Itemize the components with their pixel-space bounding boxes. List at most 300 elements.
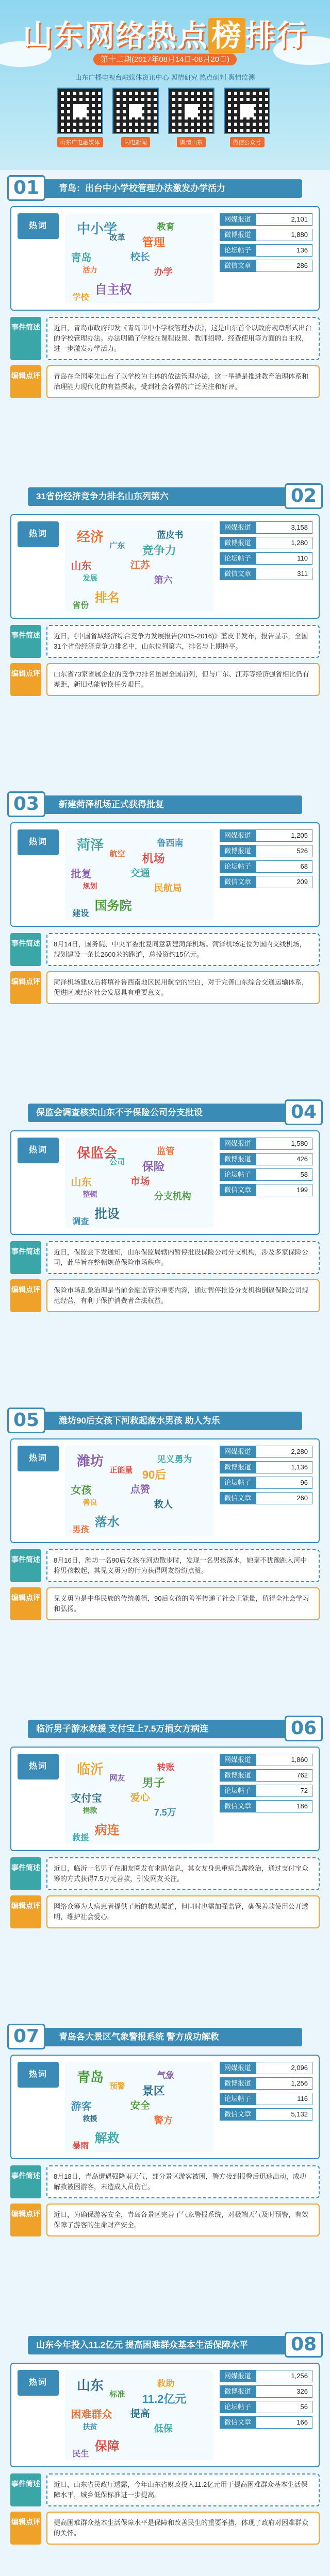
event-summary: [10, 2473, 320, 2506]
hot-word: 山东: [71, 561, 92, 572]
stat-label: 微信文章: [220, 260, 256, 272]
word-cloud: [65, 213, 213, 303]
hot-word: 标准: [109, 2390, 125, 2399]
stat-label: 网媒报道: [220, 829, 256, 842]
stat-value: 3,158: [256, 521, 312, 534]
item-title: 青岛各大景区气象警报系统 警方成功解救: [28, 2028, 302, 2046]
ranking-bar: [7, 2024, 323, 2049]
editor-comment: [10, 1587, 320, 1620]
stat-row: [220, 860, 312, 873]
stat-label: 微信文章: [220, 2416, 256, 2429]
summary-label: 事件简述: [10, 933, 41, 966]
hot-word: 支付宝: [71, 1793, 102, 1804]
stat-row: [220, 845, 312, 857]
stat-value: 286: [256, 260, 312, 272]
summary-label: 事件简述: [10, 1549, 41, 1582]
hot-word: 自主权: [94, 283, 132, 297]
hot-card: [10, 514, 320, 619]
hot-word: 保监会: [77, 1145, 118, 1161]
hot-word: 男孩: [72, 1526, 89, 1534]
hot-word: 省份: [72, 601, 89, 610]
stat-value: 209: [256, 876, 312, 888]
title-highlight: 榜: [208, 18, 245, 53]
event-summary: [10, 1549, 320, 1582]
stat-row: [220, 1769, 312, 1782]
stat-label: 论坛帖子: [220, 552, 256, 565]
stat-label: 网媒报道: [220, 521, 256, 534]
stat-label: 论坛帖子: [220, 1477, 256, 1489]
hot-card: [10, 2055, 320, 2159]
hot-word: 保险: [142, 1160, 165, 1173]
stat-label: 微博报道: [220, 2077, 256, 2090]
stats-table: [220, 521, 312, 583]
stat-value: 1,580: [256, 1138, 312, 1150]
editor-label: 编辑点评: [10, 1279, 41, 1312]
ranking-bar: [7, 1408, 323, 1433]
hot-word: 青岛: [77, 2070, 104, 2085]
stat-label: 微博报道: [220, 1769, 256, 1782]
hot-word: 爱心: [130, 1792, 150, 1803]
stat-value: 1,205: [256, 829, 312, 842]
stat-value: 426: [256, 1153, 312, 1165]
editor-label: 编辑点评: [10, 1587, 41, 1620]
hot-word: 解救: [94, 2131, 120, 2145]
editor-text: 山东省73家省属企业的竞争力排名虽居全国前列，但与广东、江苏等经济强省相比仍有差距，新旧动能转换任务艰巨。: [46, 663, 320, 696]
hot-word: 转账: [157, 1762, 175, 1772]
qr-card[interactable]: [57, 88, 103, 147]
hot-word: 监管: [157, 1146, 175, 1156]
hot-word: 整顿: [82, 1190, 97, 1198]
stat-value: 72: [256, 1785, 312, 1797]
summary-label: 事件简述: [10, 1241, 41, 1274]
stat-label: 网媒报道: [220, 1446, 256, 1458]
summary-label: 事件简述: [10, 1857, 41, 1890]
hot-word: 救助: [157, 2379, 175, 2388]
hot-word: 管理: [142, 236, 165, 249]
hot-word: 广东: [109, 541, 125, 550]
hot-words-label: 热词: [18, 213, 59, 239]
hot-word: 落水: [94, 1515, 120, 1529]
hot-word: 排名: [94, 591, 120, 605]
stat-label: 论坛帖子: [220, 2093, 256, 2105]
stat-value: 1,280: [256, 537, 312, 549]
hot-word: 游客: [71, 2101, 92, 2112]
hot-word: 批复: [71, 869, 92, 880]
hot-word: 活力: [82, 266, 97, 274]
stat-row: [220, 1446, 312, 1458]
word-cloud: [65, 521, 213, 612]
stat-label: 微信文章: [220, 1184, 256, 1196]
hot-word: 预警: [109, 2082, 125, 2091]
ranking-bar: [7, 1099, 323, 1125]
event-summary: [10, 317, 320, 360]
summary-text: 8月18日，青岛遭遇强降雨天气，部分景区游客被困，警方接到报警后迅速出动，成功解救被困游客，未造成人员伤亡。: [46, 2165, 320, 2198]
editor-label: 编辑点评: [10, 663, 41, 696]
issue-text: 第十二期(2017年08月14日-08月20日): [93, 54, 237, 65]
stat-row: [220, 2385, 312, 2398]
editor-text: 提高困难群众基本生活保障水平是保障和改善民生的重要举措，体现了政府对困难群众的关怀。: [46, 2512, 320, 2545]
issue-badge: [0, 54, 330, 64]
rank-number: 03: [7, 791, 45, 817]
qr-code-icon: [168, 88, 214, 134]
hot-words-label: 热词: [18, 1446, 59, 1471]
page-title: [0, 11, 330, 55]
stat-label: 论坛帖子: [220, 2401, 256, 2413]
event-summary: [10, 1241, 320, 1274]
stat-row: [220, 213, 312, 226]
stats-table: [220, 829, 312, 891]
ranking-item: [0, 1099, 330, 1312]
hot-word: 教育: [157, 222, 175, 232]
event-summary: [10, 1857, 320, 1890]
item-title: 青岛：出台中小学校管理办法激发办学活力: [28, 179, 302, 198]
hot-word: 山东: [77, 2378, 104, 2393]
editor-comment: [10, 663, 320, 696]
stat-row: [220, 521, 312, 534]
hot-word: 青岛: [71, 252, 92, 264]
summary-label: 事件简述: [10, 2165, 41, 2198]
stat-value: 56: [256, 2401, 312, 2413]
hot-word: 办学: [154, 267, 173, 277]
editor-comment: [10, 2204, 320, 2236]
hot-word: 安全: [130, 2100, 150, 2111]
qr-code-icon: [112, 88, 159, 134]
hot-word: 景区: [142, 2084, 165, 2097]
hot-word: 国务院: [94, 899, 132, 913]
summary-text: 近日，山东省民政厅透露，今年山东省财政投入11.2亿元用于提高困难群众基本生活保障水平，城乡低保标准进一步提高。: [46, 2473, 320, 2506]
editor-text: 菏泽机场建成后将填补鲁西南地区民用航空的空白，对于完善山东综合交通运输体系，促进区域经济社会发展具有重要意义。: [46, 971, 320, 1004]
stat-row: [220, 537, 312, 549]
hot-word: 救援: [82, 2114, 97, 2123]
hot-word: 7.5万: [154, 1807, 176, 1818]
hot-words-label: 热词: [18, 521, 59, 547]
stat-label: 微信文章: [220, 1800, 256, 1812]
hot-word: 航空: [109, 850, 125, 858]
stat-label: 论坛帖子: [220, 1785, 256, 1797]
hot-word: 批设: [94, 1207, 120, 1221]
ranking-item: [0, 2024, 330, 2236]
event-summary: [10, 2165, 320, 2198]
stat-value: 186: [256, 1800, 312, 1812]
stat-value: 199: [256, 1184, 312, 1196]
hot-word: 学校: [72, 293, 89, 302]
hot-word: 校长: [130, 252, 150, 263]
ranking-bar: [7, 175, 323, 201]
stat-label: 微信文章: [220, 1492, 256, 1504]
hot-word: 机场: [142, 852, 165, 865]
hot-word: 11.2亿元: [142, 2393, 187, 2405]
hot-word: 江苏: [130, 560, 150, 571]
stat-row: [220, 552, 312, 565]
summary-label: 事件简述: [10, 2473, 41, 2506]
hot-word: 气象: [157, 2071, 175, 2080]
stat-value: 762: [256, 1769, 312, 1782]
ranking-bar: [7, 483, 323, 509]
stat-label: 论坛帖子: [220, 860, 256, 873]
hot-card: [10, 2363, 320, 2467]
hot-word: 改革: [109, 233, 125, 242]
summary-text: 8月16日，潍坊一名90后女孩在河边散步时，发现一名男孩落水，她毫不犹豫跳入河中将男孩救起，其见义勇为的行为获得网友纷纷点赞。: [46, 1549, 320, 1582]
editor-comment: [10, 2512, 320, 2545]
editor-text: 见义勇为是中华民族的传统美德，90后女孩的善举传递了社会正能量，值得全社会学习和弘扬。: [46, 1587, 320, 1620]
hot-card: [10, 1130, 320, 1235]
stat-label: 微信文章: [220, 876, 256, 888]
hot-word: 建设: [72, 909, 89, 918]
hot-words-label: 热词: [18, 1138, 59, 1163]
stat-value: 1,256: [256, 2370, 312, 2382]
hot-word: 公司: [109, 1158, 125, 1166]
stat-value: 260: [256, 1492, 312, 1504]
hot-card: [10, 1747, 320, 1851]
hot-word: 正能量: [109, 1466, 133, 1475]
summary-text: 近日，青岛市政府印发《青岛市中小学校管理办法》，这是山东首个以政府规章形式出台的学校管理办法。办法明确了学校在课程设置、教师招聘、经费使用等方面的自主权，进一步激发办学活力。: [46, 317, 320, 360]
hot-word: 经济: [77, 529, 104, 545]
stat-value: 311: [256, 568, 312, 580]
stat-label: 网媒报道: [220, 1754, 256, 1766]
stat-label: 论坛帖子: [220, 244, 256, 257]
stat-label: 微博报道: [220, 229, 256, 241]
stat-value: 1,256: [256, 2077, 312, 2090]
item-title: 临沂男子游水救援 支付宝上7.5万捐女方病连: [28, 1720, 302, 1738]
hot-word: 交通: [130, 868, 150, 879]
editor-text: 保险市场乱象治理是当前金融监管的重要内容，通过暂停批设分支机构倒逼保险公司规范经营，有利于保护消费者合法权益。: [46, 1279, 320, 1312]
editor-label: 编辑点评: [10, 971, 41, 1004]
hot-word: 保障: [94, 2439, 120, 2453]
stat-row: [220, 1800, 312, 1812]
stat-label: 微博报道: [220, 2385, 256, 2398]
stat-row: [220, 1785, 312, 1797]
hot-word: 点赞: [130, 1484, 150, 1495]
rank-number: 04: [285, 1099, 323, 1125]
qr-caption: 山东广电融媒体: [57, 137, 103, 147]
hot-word: 女孩: [71, 1485, 92, 1496]
editor-comment: [10, 1895, 320, 1928]
stat-row: [220, 2401, 312, 2413]
stat-value: 96: [256, 1477, 312, 1489]
hot-word: 第六: [154, 575, 173, 585]
editor-text: 近日，为确保游客安全，青岛各景区完善了气象警报系统，对极端天气及时预警，有效保障了游客的生命财产安全。: [46, 2204, 320, 2236]
summary-text: 8月14日，国务院、中央军委批复同意新建菏泽机场。菏泽机场定位为国内支线机场，规划建设一条长2600米的跑道，总投资约15亿元。: [46, 933, 320, 966]
hot-word: 调查: [72, 1217, 89, 1226]
ranking-bar: [7, 2332, 323, 2358]
hot-word: 提高: [130, 2409, 150, 2419]
ranking-item: [0, 2332, 330, 2545]
editor-text: 青岛在全国率先出台了以学校为主体的依法管理办法，这一举措是推进教育治理体系和治理能力现代化的有益探索，受到社会各界的广泛关注和好评。: [46, 365, 320, 398]
stat-row: [220, 2093, 312, 2105]
stat-row: [220, 1492, 312, 1504]
qr-card[interactable]: [224, 88, 270, 147]
stat-row: [220, 2108, 312, 2121]
hot-word: 低保: [154, 2424, 173, 2434]
stat-row: [220, 829, 312, 842]
qr-card[interactable]: [168, 88, 214, 147]
qr-row: [57, 88, 270, 147]
hot-card: [10, 206, 320, 311]
rank-number: 07: [7, 2024, 45, 2049]
summary-label: 事件简述: [10, 317, 41, 360]
stat-label: 网媒报道: [220, 213, 256, 226]
stat-row: [220, 2416, 312, 2429]
stat-row: [220, 2077, 312, 2090]
hot-card: [10, 822, 320, 927]
hot-word: 临沂: [77, 1761, 104, 1777]
hot-card: [10, 1438, 320, 1543]
stat-row: [220, 1168, 312, 1181]
hot-word: 竞争力: [142, 544, 176, 557]
stat-value: 2,101: [256, 213, 312, 226]
rank-number: 01: [7, 175, 45, 201]
title-text: 排行: [245, 18, 308, 53]
rank-number: 05: [7, 1408, 45, 1433]
stat-label: 网媒报道: [220, 1138, 256, 1150]
word-cloud: [65, 1446, 213, 1536]
editor-label: 编辑点评: [10, 1895, 41, 1928]
stat-value: 116: [256, 2093, 312, 2105]
stat-row: [220, 1754, 312, 1766]
stat-label: 论坛帖子: [220, 1168, 256, 1181]
item-title: 山东今年投入11.2亿元 提高困难群众基本生活保障水平: [28, 2336, 302, 2354]
editor-comment: [10, 1279, 320, 1312]
stat-row: [220, 229, 312, 241]
qr-caption: 微信公众号: [230, 137, 265, 147]
summary-text: 近日，《中国省域经济综合竞争力发展报告(2015-2016)》蓝皮书发布，报告显示，全国31个省份经济竞争力排名中，山东位列第六，排名与上期持平。: [46, 625, 320, 658]
stat-value: 136: [256, 244, 312, 257]
hot-word: 潍坊: [77, 1453, 104, 1469]
hot-word: 分支机构: [154, 1191, 191, 1201]
stat-row: [220, 876, 312, 888]
word-cloud: [65, 829, 213, 920]
ranking-bar: [7, 1716, 323, 1741]
event-summary: [10, 933, 320, 966]
hot-word: 病连: [94, 1823, 120, 1837]
hot-word: 中小学: [77, 221, 118, 236]
hot-word: 救援: [72, 1834, 89, 1842]
editor-comment: [10, 971, 320, 1004]
stat-row: [220, 260, 312, 272]
hot-words-label: 热词: [18, 2062, 59, 2088]
hot-word: 民航局: [154, 883, 182, 893]
stat-value: 2,096: [256, 2062, 312, 2074]
stat-row: [220, 1184, 312, 1196]
hot-word: 山东: [71, 1177, 92, 1188]
rank-number: 08: [285, 2332, 323, 2358]
summary-text: 近日，临沂一名男子在朋友圈发布求助信息，其女友身患重病急需救治，通过支付宝众筹的方式获得7.5万元善款，引发网友关注。: [46, 1857, 320, 1890]
hot-word: 鲁西南: [157, 838, 184, 848]
stat-value: 1,136: [256, 1461, 312, 1473]
hot-word: 暴雨: [72, 2142, 89, 2150]
qr-code-icon: [224, 88, 270, 134]
stat-value: 526: [256, 845, 312, 857]
qr-code-icon: [57, 88, 103, 134]
qr-card[interactable]: [112, 88, 159, 147]
hot-word: 90后: [142, 1468, 167, 1481]
stat-row: [220, 1477, 312, 1489]
hot-word: 警方: [154, 2115, 173, 2126]
word-cloud: [65, 2062, 213, 2152]
hot-word: 市场: [130, 1176, 150, 1187]
hot-word: 捐款: [82, 1806, 97, 1815]
stat-row: [220, 568, 312, 580]
ranking-bar: [7, 791, 323, 817]
stat-label: 微博报道: [220, 537, 256, 549]
editor-text: 网络众筹为大病患者提供了新的救助渠道，但同时也需加强监管，确保善款使用公开透明，维护社会爱心。: [46, 1895, 320, 1928]
stat-value: 1,860: [256, 1754, 312, 1766]
stat-value: 326: [256, 2385, 312, 2398]
stat-value: 1,880: [256, 229, 312, 241]
editor-comment: [10, 365, 320, 398]
stats-table: [220, 1446, 312, 1507]
summary-text: 近日，保监会下发通知，山东保监局辖内暂停批设保险公司分支机构，涉及多家保险公司，此举旨在整顿规范保险市场秩序。: [46, 1241, 320, 1274]
summary-label: 事件简述: [10, 625, 41, 658]
hot-word: 困难群众: [71, 2409, 112, 2420]
item-title: 潍坊90后女孩下河救起落水男孩 助人为乐: [28, 1412, 302, 1430]
stat-value: 110: [256, 552, 312, 565]
stat-label: 网媒报道: [220, 2062, 256, 2074]
ranking-item: [0, 791, 330, 1004]
stats-table: [220, 1138, 312, 1199]
stat-row: [220, 1138, 312, 1150]
hot-words-label: 热词: [18, 829, 59, 855]
stat-row: [220, 2062, 312, 2074]
hot-word: 见义勇为: [157, 1454, 192, 1464]
word-cloud: [65, 1754, 213, 1844]
editor-label: 编辑点评: [10, 2204, 41, 2236]
hot-word: 网友: [109, 1774, 125, 1783]
event-summary: [10, 625, 320, 658]
editor-label: 编辑点评: [10, 365, 41, 398]
header: [0, 0, 330, 170]
stat-value: 2,280: [256, 1446, 312, 1458]
hot-word: 男子: [142, 1776, 165, 1789]
hot-word: 民生: [72, 2450, 89, 2459]
stat-row: [220, 1461, 312, 1473]
stat-row: [220, 244, 312, 257]
ranking-item: [0, 175, 330, 398]
stats-table: [220, 2370, 312, 2432]
rank-number: 06: [285, 1716, 323, 1741]
stat-label: 微博报道: [220, 1153, 256, 1165]
rank-number: 02: [285, 483, 323, 509]
stat-label: 微信文章: [220, 2108, 256, 2121]
stats-table: [220, 213, 312, 275]
hot-word: 扶贫: [82, 2422, 97, 2431]
qr-caption: 舆情山东: [177, 137, 206, 147]
hot-word: 善良: [82, 1498, 97, 1506]
title-text: 山东网络热点: [22, 18, 208, 53]
hot-word: 发展: [82, 574, 97, 582]
ranking-item: [0, 483, 330, 696]
qr-caption: 闪电新闻: [121, 137, 150, 147]
hot-words-label: 热词: [18, 1754, 59, 1780]
hot-word: 规划: [82, 882, 97, 890]
item-title: 保监会调查核实山东不予保险公司分支批设: [28, 1104, 302, 1122]
stats-table: [220, 2062, 312, 2124]
word-cloud: [65, 1138, 213, 1228]
stat-row: [220, 1153, 312, 1165]
ranking-item: [0, 1408, 330, 1620]
stat-label: 微博报道: [220, 845, 256, 857]
hot-word: 救人: [154, 1499, 173, 1510]
stat-value: 58: [256, 1168, 312, 1181]
org-line: 山东广播电视台融媒体资讯中心 舆情研究 热点研判 舆情监测: [75, 74, 255, 81]
stat-label: 网媒报道: [220, 2370, 256, 2382]
stat-value: 68: [256, 860, 312, 873]
hot-words-label: 热词: [18, 2370, 59, 2396]
stat-row: [220, 2370, 312, 2382]
hot-word: 菏泽: [77, 837, 104, 853]
stats-table: [220, 1754, 312, 1816]
editor-label: 编辑点评: [10, 2512, 41, 2545]
